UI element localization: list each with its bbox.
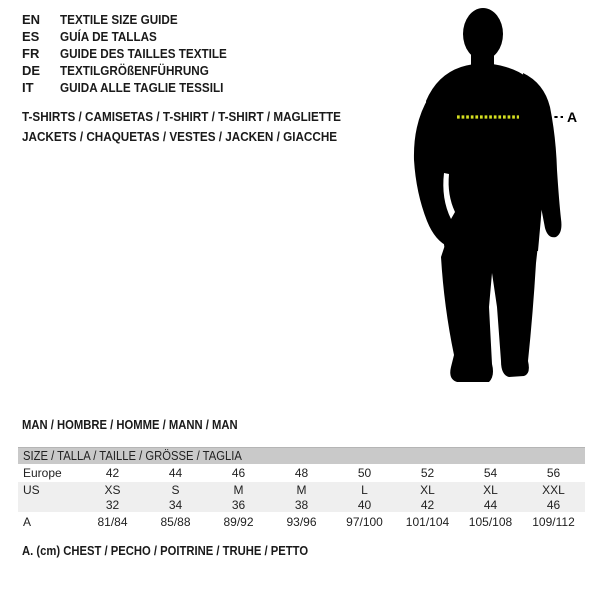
language-list (22, 11, 245, 96)
size-cell: 44 (144, 464, 207, 482)
lang-code: FR (22, 46, 40, 61)
size-cell: 44 (459, 497, 522, 512)
lang-row-en (22, 11, 245, 28)
table-row-unlabeled (18, 497, 585, 512)
man-silhouette (414, 8, 562, 382)
lang-code: ES (22, 29, 40, 44)
row-label (18, 497, 81, 512)
measure-label-a: A (567, 109, 578, 125)
size-cell: 105/108 (459, 512, 522, 531)
size-cell: 93/96 (270, 512, 333, 531)
size-cell: 40 (333, 497, 396, 512)
size-cell: 50 (333, 464, 396, 482)
size-cell: L (333, 482, 396, 497)
lang-label: GUIDA ALLE TAGLIE TESSILI (60, 80, 224, 95)
lang-row-fr (22, 45, 245, 62)
lang-label: TEXTILE SIZE GUIDE (60, 12, 178, 27)
category-jackets: JACKETS / CHAQUETAS / VESTES / JACKEN / GIACCHE (22, 129, 338, 144)
size-cell: XL (459, 482, 522, 497)
size-cell: 81/84 (81, 512, 144, 531)
size-cell: 34 (144, 497, 207, 512)
size-cell: XL (396, 482, 459, 497)
measurement-footnote (22, 544, 340, 558)
lang-code: DE (22, 63, 41, 78)
lang-code: EN (22, 12, 41, 27)
table-row-us (18, 482, 585, 497)
lang-label: TEXTILGRÖßENFÜHRUNG (60, 63, 209, 78)
man-silhouette-figure (405, 5, 595, 400)
size-table-header-row (18, 448, 585, 465)
size-cell: 89/92 (207, 512, 270, 531)
size-cell: M (207, 482, 270, 497)
size-table (18, 447, 585, 531)
category-lines (22, 107, 376, 147)
size-cell: S (144, 482, 207, 497)
size-cell: 46 (522, 497, 585, 512)
row-label: A (18, 512, 81, 531)
lang-row-es (22, 28, 245, 45)
lang-label: GUÍA DE TALLAS (60, 29, 157, 44)
section-title-text: MAN / HOMBRE / HOMME / MANN / MAN (22, 418, 238, 432)
size-cell: 85/88 (144, 512, 207, 531)
lang-row-de (22, 62, 245, 79)
measurement-footnote-text: A. (cm) CHEST / PECHO / POITRINE / TRUHE / PETTO (22, 544, 309, 558)
size-table-header-text: SIZE / TALLA / TAILLE / GRÖSSE / TAGLIA (23, 449, 242, 463)
size-cell: XS (81, 482, 144, 497)
size-cell: 42 (81, 464, 144, 482)
size-cell: 54 (459, 464, 522, 482)
row-label: US (18, 482, 81, 497)
size-cell: M (270, 482, 333, 497)
size-cell: 101/104 (396, 512, 459, 531)
section-title-man (22, 418, 262, 432)
lang-label: GUIDE DES TAILLES TEXTILE (60, 46, 227, 61)
table-row-chest (18, 512, 585, 531)
size-cell: 38 (270, 497, 333, 512)
lang-row-it (22, 79, 245, 96)
size-cell: 52 (396, 464, 459, 482)
size-cell: 36 (207, 497, 270, 512)
table-row-europe (18, 464, 585, 482)
category-tshirts: T-SHIRTS / CAMISETAS / T-SHIRT / T-SHIRT / MAGLIETTE (22, 109, 341, 124)
size-cell: 56 (522, 464, 585, 482)
size-cell: 42 (396, 497, 459, 512)
row-label: Europe (18, 464, 81, 482)
size-cell: 32 (81, 497, 144, 512)
size-table-header (18, 448, 585, 465)
size-cell: 46 (207, 464, 270, 482)
silhouette-legs (441, 245, 538, 382)
size-cell: 97/100 (333, 512, 396, 531)
size-cell: 109/112 (522, 512, 585, 531)
lang-code: IT (22, 80, 34, 95)
size-cell: XXL (522, 482, 585, 497)
size-cell: 48 (270, 464, 333, 482)
